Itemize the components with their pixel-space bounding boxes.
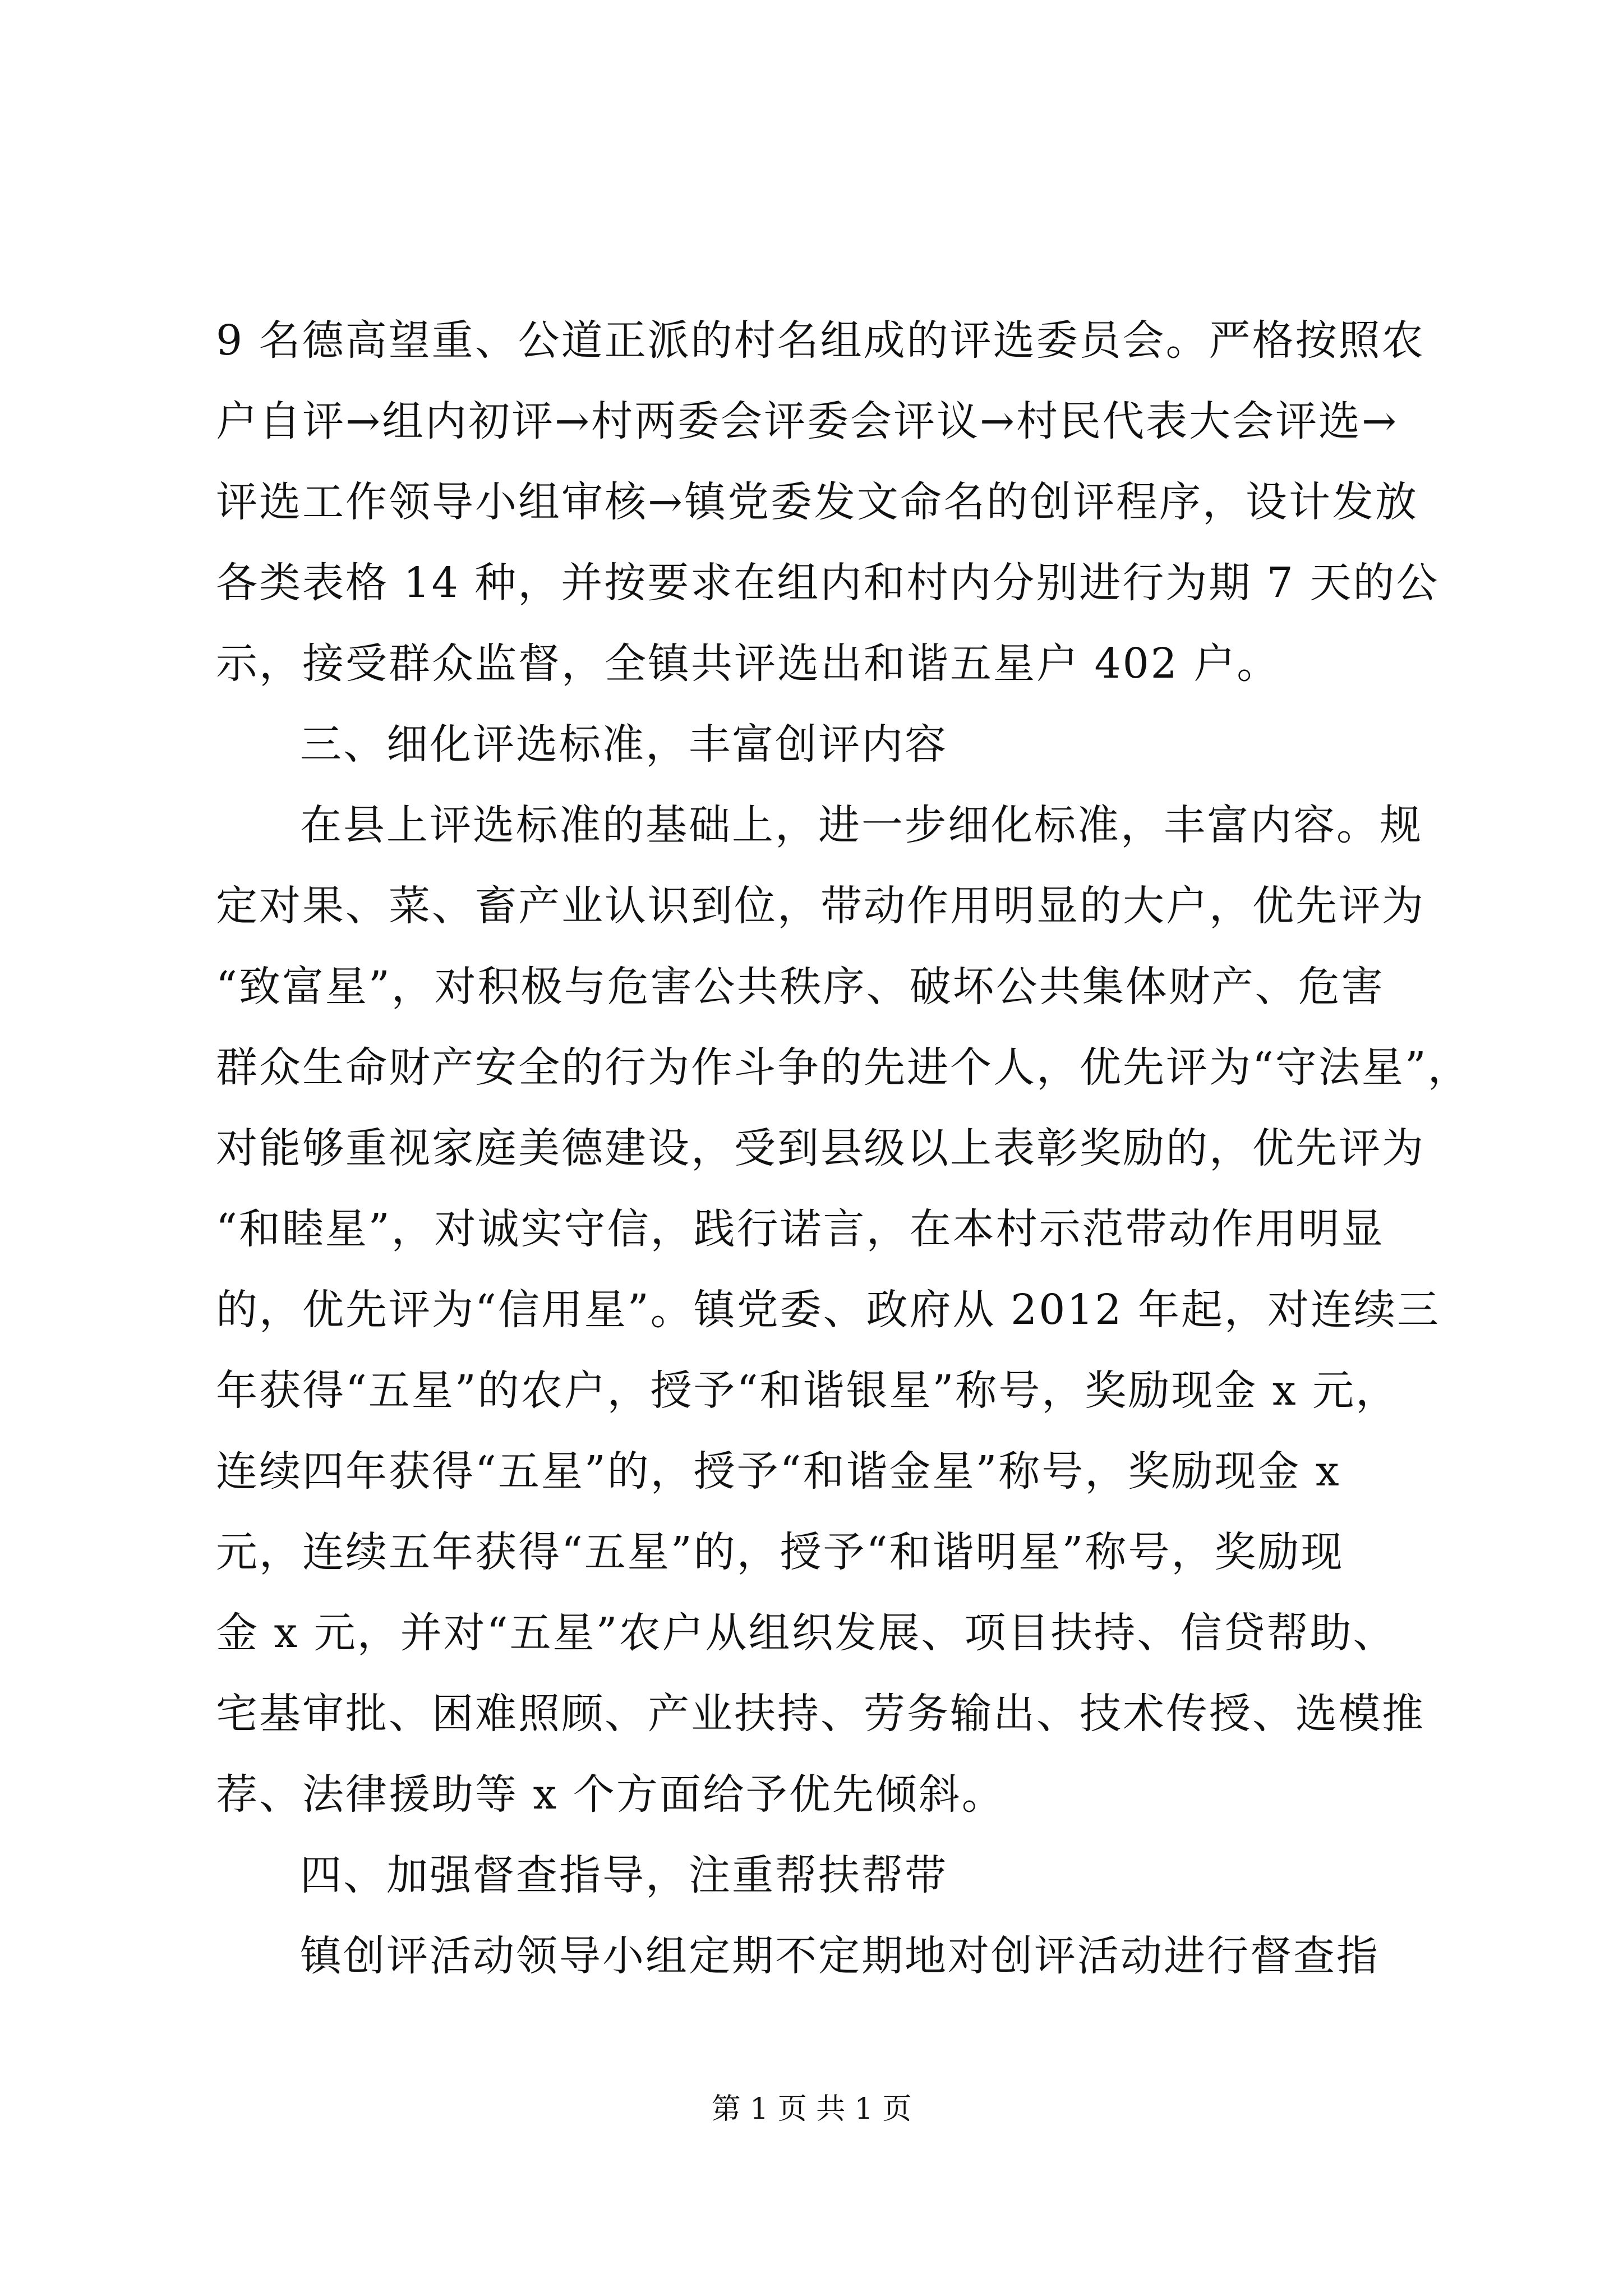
text-line: 连续四年获得“五星”的，授予“和谐金星”称号，奖励现金 x: [216, 1447, 1341, 1496]
text-line: 定对果、菜、畜产业认识到位，带动作用明显的大户，优先评为: [216, 882, 1425, 930]
document-body: [216, 300, 1471, 1996]
text-line: 各类表格 14 种，并按要求在组内和村内分别进行为期 7 天的公: [216, 559, 1440, 607]
text-line: 三、细化评选标准，丰富创评内容: [300, 720, 948, 769]
text-line: 示，接受群众监督，全镇共评选出和谐五星户 402 户。: [216, 639, 1280, 688]
text-line: 在县上评选标准的基础上，进一步细化标准，丰富内容。规: [300, 801, 1423, 849]
text-line: 户自评→组内初评→村两委会评委会评议→村民代表大会评选→: [216, 397, 1399, 445]
text-line: 镇创评活动领导小组定期不定期地对创评活动进行督查指: [300, 1932, 1380, 1980]
text-line: 的，优先评为“信用星”。镇党委、政府从 2012 年起，对连续三: [216, 1286, 1441, 1334]
text-line: 9 名德高望重、公道正派的村名组成的评选委员会。严格按照农: [216, 316, 1425, 365]
text-line: 元，连续五年获得“五星”的，授予“和谐明星”称号，奖励现: [216, 1528, 1344, 1576]
text-line: 四、加强督查指导，注重帮扶帮带: [300, 1851, 948, 1899]
text-line: 金 x 元，并对“五星”农户从组织发展、项目扶持、信贷帮助、: [216, 1609, 1396, 1657]
text-line: “和睦星”，对诚实守信，践行诺言，在本村示范带动作用明显: [216, 1205, 1385, 1253]
page-footer: 第 1 页 共 1 页: [711, 2092, 912, 2126]
text-line: 群众生命财产安全的行为作斗争的先进个人，优先评为“守法星”，: [216, 1043, 1471, 1092]
text-line: “致富星”，对积极与危害公共秩序、破坏公共集体财产、危害: [216, 963, 1385, 1011]
text-line: 宅基审批、困难照顾、产业扶持、劳务输出、技术传授、选模推: [216, 1690, 1425, 1738]
text-line: 荐、法律援助等 x 个方面给予优先倾斜。: [216, 1770, 1005, 1819]
text-line: 年获得“五星”的农户，授予“和谐银星”称号，奖励现金 x 元，: [216, 1366, 1399, 1415]
text-line: 评选工作领导小组审核→镇党委发文命名的创评程序，设计发放: [216, 478, 1419, 526]
text-line: 对能够重视家庭美德建设，受到县级以上表彰奖励的，优先评为: [216, 1124, 1425, 1172]
